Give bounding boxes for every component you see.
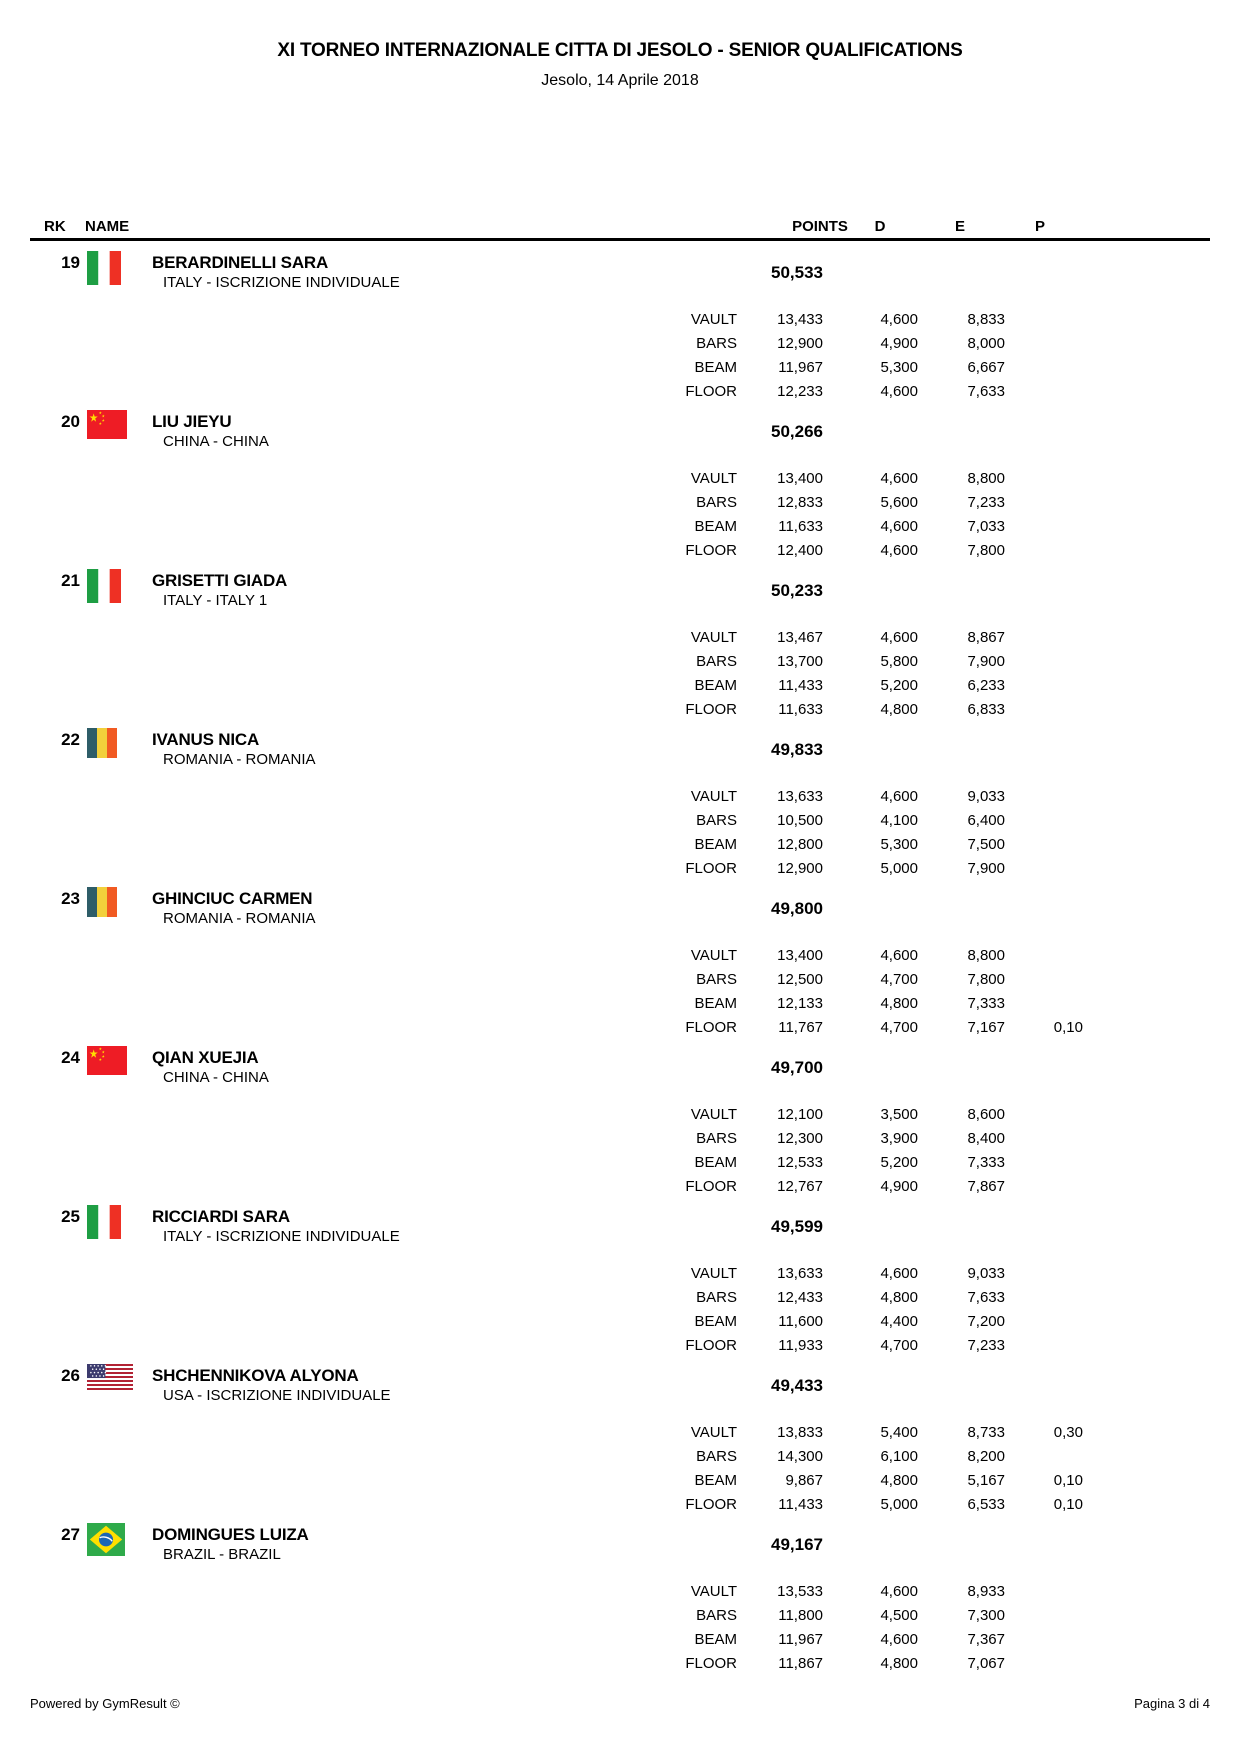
apparatus-label: BEAM — [694, 835, 737, 853]
apparatus-rows — [30, 943, 1083, 1039]
d-score: 4,500 — [880, 1606, 918, 1624]
d-score: 4,600 — [880, 1630, 918, 1648]
apparatus-points: 11,767 — [778, 1018, 823, 1036]
e-score: 9,033 — [967, 1264, 1005, 1282]
apparatus-points: 11,433 — [778, 1495, 823, 1513]
d-score: 5,300 — [880, 358, 918, 376]
page-title: XI TORNEO INTERNAZIONALE CITTA DI JESOLO - SENIOR QUALIFICATIONS — [277, 40, 963, 61]
d-score: 4,800 — [880, 1288, 918, 1306]
apparatus-label: FLOOR — [685, 1654, 737, 1672]
e-score: 7,333 — [967, 1153, 1005, 1171]
apparatus-label: FLOOR — [685, 1336, 737, 1354]
apparatus-points: 11,633 — [778, 700, 823, 718]
apparatus-row — [30, 514, 1083, 538]
apparatus-row — [30, 832, 1083, 856]
table-header-row — [30, 218, 1210, 237]
rank: 19 — [61, 253, 80, 272]
apparatus-rows — [30, 1261, 1083, 1357]
column-header-e: E — [954, 218, 965, 235]
apparatus-row — [30, 1150, 1083, 1174]
apparatus-row — [30, 1468, 1083, 1492]
apparatus-label: BARS — [696, 1447, 737, 1465]
e-score: 7,500 — [967, 835, 1005, 853]
athlete-block — [30, 241, 1210, 400]
athlete-name: DOMINGUES LUIZA — [152, 1525, 309, 1544]
team-name: ITALY - ITALY 1 — [163, 592, 268, 609]
apparatus-row — [30, 784, 1083, 808]
apparatus-label: FLOOR — [685, 700, 737, 718]
apparatus-row — [30, 1603, 1083, 1627]
apparatus-rows — [30, 625, 1083, 721]
apparatus-points: 13,633 — [777, 787, 823, 805]
apparatus-label: FLOOR — [685, 1018, 737, 1036]
apparatus-label: FLOOR — [685, 1177, 737, 1195]
e-score: 6,667 — [967, 358, 1005, 376]
column-header-d: D — [874, 218, 886, 235]
apparatus-points: 13,433 — [777, 310, 823, 328]
athlete-name: GRISETTI GIADA — [152, 571, 288, 590]
page-footer — [30, 1696, 1210, 1714]
apparatus-points: 11,967 — [778, 358, 823, 376]
e-score: 7,233 — [967, 493, 1005, 511]
d-score: 3,900 — [880, 1129, 918, 1147]
e-score: 7,033 — [967, 517, 1005, 535]
athlete-name: QIAN XUEJIA — [152, 1048, 259, 1067]
apparatus-row — [30, 331, 1083, 355]
footer-credit: Powered by GymResult © — [30, 1696, 180, 1711]
apparatus-points: 10,500 — [777, 811, 823, 829]
apparatus-points: 14,300 — [777, 1447, 823, 1465]
apparatus-points: 12,533 — [777, 1153, 823, 1171]
d-score: 5,600 — [880, 493, 918, 511]
apparatus-row — [30, 490, 1083, 514]
d-score: 5,800 — [880, 652, 918, 670]
apparatus-label: VAULT — [690, 946, 737, 964]
athlete-name: LIU JIEYU — [152, 412, 232, 431]
footer-page-number: Pagina 3 di 4 — [1134, 1696, 1210, 1711]
apparatus-label: BARS — [696, 811, 737, 829]
apparatus-row — [30, 1126, 1083, 1150]
apparatus-label: BEAM — [694, 994, 737, 1012]
rank: 20 — [61, 412, 80, 431]
d-score: 5,000 — [880, 1495, 918, 1513]
apparatus-label: BARS — [696, 652, 737, 670]
e-score: 7,167 — [967, 1018, 1005, 1036]
apparatus-points: 13,833 — [777, 1423, 823, 1441]
e-score: 6,400 — [967, 811, 1005, 829]
team-name: CHINA - CHINA — [163, 433, 269, 450]
apparatus-points: 11,433 — [778, 676, 823, 694]
apparatus-points: 12,833 — [777, 493, 823, 511]
e-score: 8,400 — [967, 1129, 1005, 1147]
penalty: 0,10 — [1053, 1495, 1083, 1513]
e-score: 7,200 — [967, 1312, 1005, 1330]
column-header-name: NAME — [85, 218, 130, 235]
rank: 21 — [61, 571, 80, 590]
penalty: 0,30 — [1053, 1423, 1083, 1441]
apparatus-row — [30, 967, 1083, 991]
apparatus-row — [30, 1285, 1083, 1309]
team-name: CHINA - CHINA — [163, 1069, 269, 1086]
apparatus-label: BEAM — [694, 1153, 737, 1171]
apparatus-points: 13,400 — [777, 469, 823, 487]
total-points: 49,700 — [771, 1058, 823, 1077]
apparatus-label: BEAM — [694, 1471, 737, 1489]
d-score: 4,600 — [880, 517, 918, 535]
apparatus-points: 12,500 — [777, 970, 823, 988]
apparatus-label: VAULT — [690, 1423, 737, 1441]
d-score: 5,400 — [880, 1423, 918, 1441]
apparatus-row — [30, 355, 1083, 379]
rank: 22 — [61, 730, 80, 749]
apparatus-points: 11,933 — [778, 1336, 823, 1354]
apparatus-row — [30, 649, 1083, 673]
apparatus-label: VAULT — [690, 310, 737, 328]
apparatus-row — [30, 808, 1083, 832]
e-score: 7,333 — [967, 994, 1005, 1012]
apparatus-label: BEAM — [694, 517, 737, 535]
apparatus-label: VAULT — [690, 1582, 737, 1600]
team-name: ITALY - ISCRIZIONE INDIVIDUALE — [163, 274, 400, 291]
apparatus-row — [30, 1651, 1083, 1675]
athlete-block — [30, 559, 1210, 718]
team-name: ITALY - ISCRIZIONE INDIVIDUALE — [163, 1228, 400, 1245]
athlete-name: RICCIARDI SARA — [152, 1207, 290, 1226]
apparatus-points: 12,900 — [777, 859, 823, 877]
apparatus-label: BARS — [696, 1129, 737, 1147]
rank: 27 — [61, 1525, 80, 1544]
apparatus-label: BARS — [696, 1606, 737, 1624]
apparatus-row — [30, 1102, 1083, 1126]
d-score: 4,800 — [880, 700, 918, 718]
d-score: 4,600 — [880, 469, 918, 487]
apparatus-label: VAULT — [690, 787, 737, 805]
apparatus-label: BEAM — [694, 358, 737, 376]
apparatus-points: 12,900 — [777, 334, 823, 352]
apparatus-label: BEAM — [694, 1630, 737, 1648]
apparatus-label: BARS — [696, 334, 737, 352]
team-name: BRAZIL - BRAZIL — [163, 1546, 281, 1563]
d-score: 4,100 — [880, 811, 918, 829]
apparatus-label: BEAM — [694, 676, 737, 694]
d-score: 4,900 — [880, 1177, 918, 1195]
d-score: 4,800 — [880, 1471, 918, 1489]
apparatus-rows — [30, 1102, 1083, 1198]
d-score: 4,700 — [880, 1018, 918, 1036]
apparatus-points: 11,800 — [778, 1606, 823, 1624]
athlete-block — [30, 877, 1210, 1036]
team-name: USA - ISCRIZIONE INDIVIDUALE — [163, 1387, 391, 1404]
e-score: 9,033 — [967, 787, 1005, 805]
apparatus-label: BARS — [696, 970, 737, 988]
apparatus-points: 12,100 — [777, 1105, 823, 1123]
penalty: 0,10 — [1053, 1471, 1083, 1489]
apparatus-points: 11,633 — [778, 517, 823, 535]
apparatus-row — [30, 625, 1083, 649]
athlete-block — [30, 1513, 1210, 1672]
apparatus-points: 13,533 — [777, 1582, 823, 1600]
athlete-block — [30, 1036, 1210, 1195]
results-table — [30, 218, 1210, 1672]
column-header-rank: RK — [44, 218, 66, 235]
e-score: 7,800 — [967, 541, 1005, 559]
d-score: 4,600 — [880, 946, 918, 964]
apparatus-rows — [30, 1420, 1083, 1516]
d-score: 5,200 — [880, 1153, 918, 1171]
penalty: 0,10 — [1053, 1018, 1083, 1036]
apparatus-row — [30, 1579, 1083, 1603]
athlete-list — [30, 241, 1210, 1672]
apparatus-row — [30, 673, 1083, 697]
apparatus-label: VAULT — [690, 1264, 737, 1282]
d-score: 4,600 — [880, 628, 918, 646]
apparatus-label: VAULT — [690, 1105, 737, 1123]
apparatus-label: FLOOR — [685, 541, 737, 559]
apparatus-points: 13,467 — [777, 628, 823, 646]
e-score: 8,867 — [967, 628, 1005, 646]
e-score: 7,900 — [967, 859, 1005, 877]
apparatus-row — [30, 991, 1083, 1015]
apparatus-points: 13,633 — [777, 1264, 823, 1282]
total-points: 49,833 — [771, 740, 823, 759]
rank: 24 — [61, 1048, 80, 1067]
e-score: 7,067 — [967, 1654, 1005, 1672]
apparatus-points: 12,800 — [777, 835, 823, 853]
athlete-block — [30, 400, 1210, 559]
e-score: 5,167 — [967, 1471, 1005, 1489]
apparatus-row — [30, 943, 1083, 967]
apparatus-label: VAULT — [690, 628, 737, 646]
total-points: 50,266 — [771, 422, 823, 441]
e-score: 7,300 — [967, 1606, 1005, 1624]
apparatus-label: FLOOR — [685, 1495, 737, 1513]
team-name: ROMANIA - ROMANIA — [163, 751, 316, 768]
apparatus-row — [30, 1309, 1083, 1333]
d-score: 5,200 — [880, 676, 918, 694]
e-score: 8,200 — [967, 1447, 1005, 1465]
apparatus-points: 12,433 — [777, 1288, 823, 1306]
e-score: 8,000 — [967, 334, 1005, 352]
apparatus-points: 11,600 — [778, 1312, 823, 1330]
d-score: 4,600 — [880, 310, 918, 328]
athlete-block — [30, 1354, 1210, 1513]
e-score: 7,233 — [967, 1336, 1005, 1354]
apparatus-points: 13,700 — [777, 652, 823, 670]
e-score: 6,833 — [967, 700, 1005, 718]
apparatus-row — [30, 1627, 1083, 1651]
apparatus-label: BARS — [696, 1288, 737, 1306]
total-points: 49,800 — [771, 899, 823, 918]
apparatus-rows — [30, 784, 1083, 880]
d-score: 5,000 — [880, 859, 918, 877]
d-score: 4,600 — [880, 382, 918, 400]
apparatus-points: 13,400 — [777, 946, 823, 964]
d-score: 4,400 — [880, 1312, 918, 1330]
apparatus-label: BARS — [696, 493, 737, 511]
apparatus-label: FLOOR — [685, 382, 737, 400]
e-score: 8,933 — [967, 1582, 1005, 1600]
d-score: 4,600 — [880, 541, 918, 559]
total-points: 49,167 — [771, 1535, 823, 1554]
apparatus-row — [30, 1261, 1083, 1285]
apparatus-label: VAULT — [690, 469, 737, 487]
e-score: 7,633 — [967, 1288, 1005, 1306]
apparatus-points: 12,400 — [777, 541, 823, 559]
apparatus-row — [30, 1420, 1083, 1444]
d-score: 4,900 — [880, 334, 918, 352]
apparatus-points: 12,767 — [777, 1177, 823, 1195]
apparatus-points: 12,233 — [777, 382, 823, 400]
e-score: 7,900 — [967, 652, 1005, 670]
e-score: 7,800 — [967, 970, 1005, 988]
column-header-p: P — [1034, 218, 1045, 235]
d-score: 4,600 — [880, 1582, 918, 1600]
e-score: 8,600 — [967, 1105, 1005, 1123]
e-score: 7,867 — [967, 1177, 1005, 1195]
d-score: 6,100 — [880, 1447, 918, 1465]
apparatus-label: FLOOR — [685, 859, 737, 877]
d-score: 5,300 — [880, 835, 918, 853]
total-points: 50,533 — [771, 263, 823, 282]
e-score: 8,800 — [967, 469, 1005, 487]
e-score: 8,800 — [967, 946, 1005, 964]
athlete-name: BERARDINELLI SARA — [152, 253, 329, 272]
apparatus-points: 12,300 — [777, 1129, 823, 1147]
athlete-name: GHINCIUC CARMEN — [152, 889, 313, 908]
apparatus-row — [30, 1444, 1083, 1468]
rank: 25 — [61, 1207, 80, 1226]
rank: 26 — [61, 1366, 80, 1385]
d-score: 4,800 — [880, 994, 918, 1012]
apparatus-row — [30, 307, 1083, 331]
apparatus-rows — [30, 307, 1083, 403]
apparatus-points: 11,867 — [778, 1654, 823, 1672]
apparatus-rows — [30, 1579, 1083, 1675]
apparatus-row — [30, 466, 1083, 490]
page-subtitle: Jesolo, 14 Aprile 2018 — [541, 72, 699, 89]
apparatus-points: 12,133 — [777, 994, 823, 1012]
athlete-block — [30, 1195, 1210, 1354]
rank: 23 — [61, 889, 80, 908]
d-score: 4,700 — [880, 1336, 918, 1354]
apparatus-rows — [30, 466, 1083, 562]
team-name: ROMANIA - ROMANIA — [163, 910, 316, 927]
d-score: 4,600 — [880, 787, 918, 805]
d-score: 4,700 — [880, 970, 918, 988]
e-score: 6,233 — [967, 676, 1005, 694]
athlete-name: IVANUS NICA — [152, 730, 260, 749]
total-points: 49,433 — [771, 1376, 823, 1395]
apparatus-points: 9,867 — [785, 1471, 823, 1489]
e-score: 6,533 — [967, 1495, 1005, 1513]
athlete-block — [30, 718, 1210, 877]
athlete-name: SHCHENNIKOVA ALYONA — [152, 1366, 359, 1385]
apparatus-points: 11,967 — [778, 1630, 823, 1648]
d-score: 4,600 — [880, 1264, 918, 1282]
e-score: 7,633 — [967, 382, 1005, 400]
e-score: 7,367 — [967, 1630, 1005, 1648]
total-points: 50,233 — [771, 581, 823, 600]
d-score: 3,500 — [880, 1105, 918, 1123]
d-score: 4,800 — [880, 1654, 918, 1672]
apparatus-label: BEAM — [694, 1312, 737, 1330]
e-score: 8,833 — [967, 310, 1005, 328]
total-points: 49,599 — [771, 1217, 823, 1236]
column-header-points: POINTS — [792, 218, 848, 235]
e-score: 8,733 — [967, 1423, 1005, 1441]
